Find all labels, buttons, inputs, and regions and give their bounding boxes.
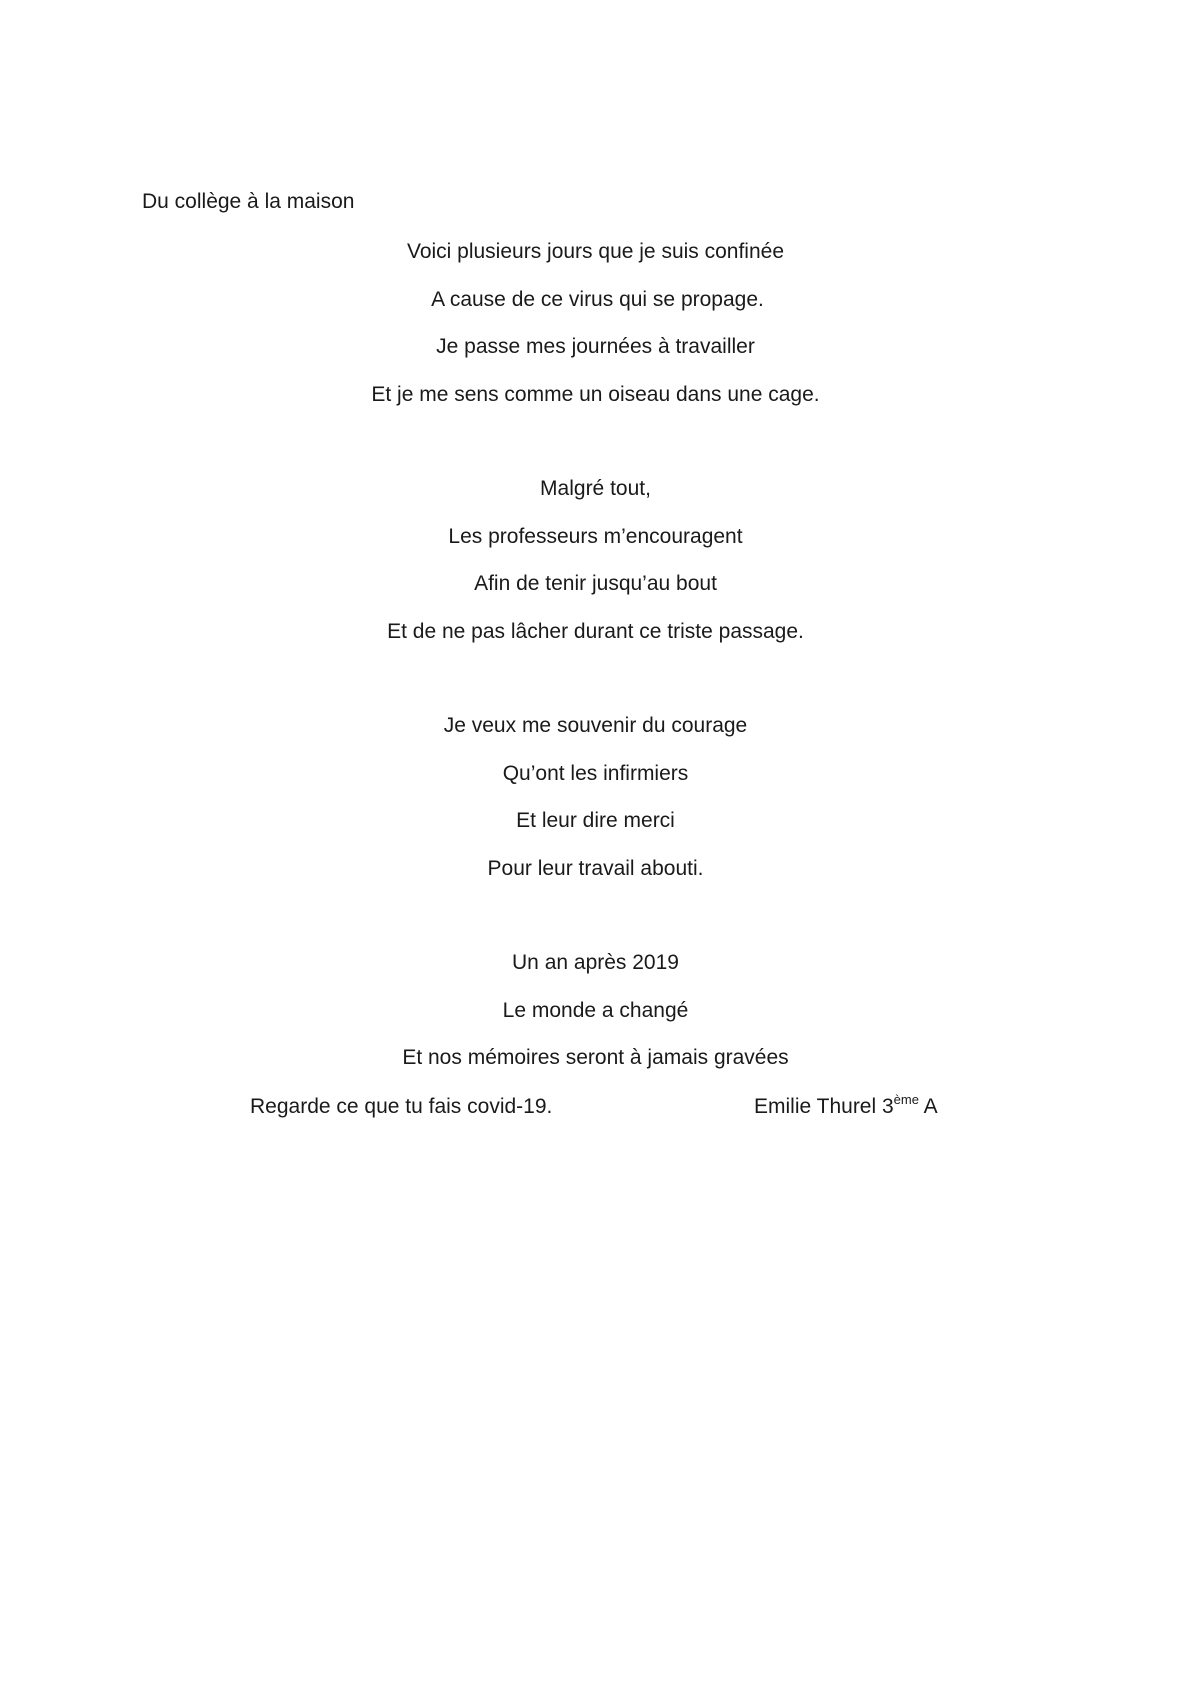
stanza-1 xyxy=(0,238,1191,428)
poem-line: Voici plusieurs jours que je suis confinée xyxy=(406,240,785,263)
poem-line: Et de ne pas lâcher durant ce triste passage. xyxy=(387,619,804,643)
stanza-3 xyxy=(0,712,1191,902)
poem-line: Afin de tenir jusqu’au bout xyxy=(474,572,717,595)
poem-title: Du collège à la maison xyxy=(142,190,355,213)
class-letter: A xyxy=(918,1095,938,1118)
author-signature xyxy=(754,1093,938,1121)
grade-superscript: ème xyxy=(893,1092,919,1107)
poem-line: A cause de ce virus qui se propage. xyxy=(431,287,764,311)
poem-line: Et leur dire merci xyxy=(516,809,675,832)
poem-line: Malgré tout, xyxy=(540,477,651,500)
poem-line: Et je me sens comme un oiseau dans une cage. xyxy=(371,382,820,406)
poem-line: Qu’ont les infirmiers xyxy=(502,761,689,785)
poem-line: Le monde a changé xyxy=(502,998,689,1022)
poem-line: Je veux me souvenir du courage xyxy=(443,714,748,737)
poem-body xyxy=(0,238,1191,1139)
stanza-4 xyxy=(0,949,1191,1092)
author-name: Emilie Thurel 3 xyxy=(754,1095,894,1118)
poem-line: Un an après 2019 xyxy=(512,951,679,974)
poem-line: Je passe mes journées à travailler xyxy=(436,335,755,358)
stanza-2 xyxy=(0,475,1191,665)
poem-line: Pour leur travail abouti. xyxy=(487,856,704,880)
closing-line: Regarde ce que tu fais covid-19. xyxy=(250,1095,553,1118)
poem-line: Et nos mémoires seront à jamais gravées xyxy=(402,1046,789,1069)
poem-line: Les professeurs m’encouragent xyxy=(448,524,743,548)
